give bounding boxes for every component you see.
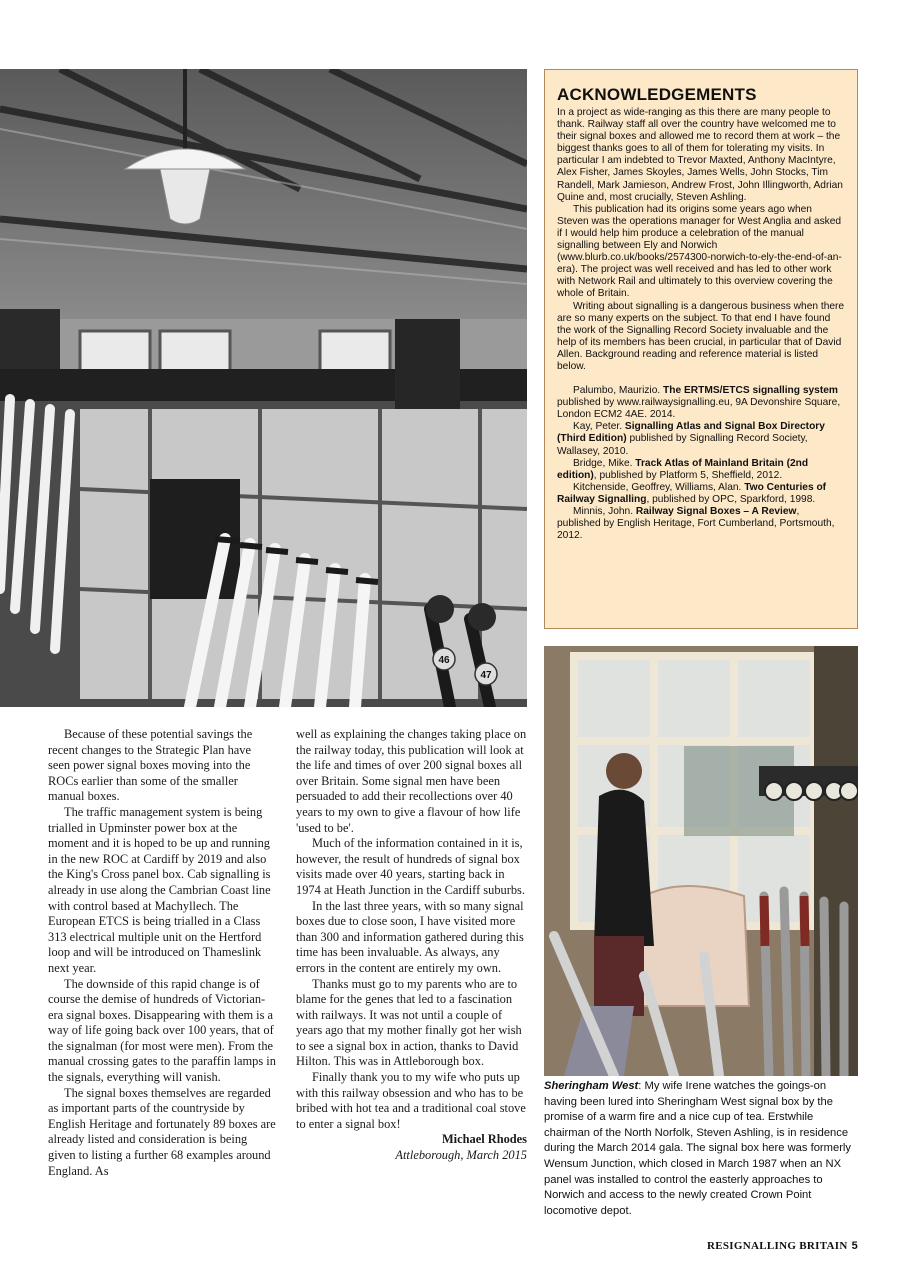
author-signature: Michael Rhodes xyxy=(441,1132,527,1147)
reference-details: , published by OPC, Sparkford, 1998. xyxy=(646,493,816,505)
lever-number-47: 47 xyxy=(480,670,492,681)
reference-author: Kitchenside, Geoffrey, Williams, Alan. xyxy=(573,481,745,493)
reference-author: Kay, Peter. xyxy=(573,421,625,433)
reference-item xyxy=(557,482,845,506)
body-paragraph: Because of these potential savings the recent changes to the Strategic Plan have seen power signal boxes moving into the ROCs earlier than some of the smaller manual boxes. xyxy=(48,727,253,804)
ack-paragraph-2: This publication had its origins some years ago when Steven was the operations manager for West Anglia and asked if I would help him produce a celebration of the manual signalling between Ely and Norwich (www.blurb.co.uk/books/2574300-norwich-to-ely-the-end-of-an-era). The project was well received and has led to other work with Network Rail and ultimately to this overview covering the whole of Britain. xyxy=(557,203,842,300)
body-column-1 xyxy=(48,727,276,1179)
signal-box-interior-illustration xyxy=(0,69,527,707)
reference-author: Minnis, John. xyxy=(573,506,636,517)
reference-author: Palumbo, Maurizio. xyxy=(573,385,664,397)
reference-author: Bridge, Mike. xyxy=(573,457,636,469)
reference-title: Signalling Atlas and Signal Box Directory (Third Edition) xyxy=(557,421,825,445)
sheringham-west-illustration xyxy=(544,646,858,1076)
page-number: 5 xyxy=(851,1240,858,1252)
acknowledgements-box xyxy=(544,69,858,629)
signal-box-interior-photo xyxy=(0,69,527,707)
body-paragraph: In the last three years, with so many signal boxes due to close soon, I have visited more than 300 and information gathered during this time has been invaluable. As always, any errors in the content are entirely my own. xyxy=(296,898,524,975)
body-paragraph: The traffic management system is being trialled in Upminster power box at the moment and it is hoped to be up and running in the new ROC at Cardiff by 2019 and also the King's Cross panel box. Cab signalling is already in use along the Cambrian Coast line with control based at Machyllech. The European ETCS is being trialled in a Class 313 electrical multiple unit on the Hertford loop and will be introduced on Thameslink next year. xyxy=(48,804,271,975)
ack-paragraph-1: In a project as wide-ranging as this there are many people to thank. Railway staff all over the country have welcomed me to their signal boxes and allowed me to record them at work – the biggest thanks goes to all of them for tolerating my visits. In particular I am indebted to Trevor Maxted, Anthony MacIntyre, Alex Fisher, James Skoyles, James Wells, John Stocks, Tim Randell, Mark Jamieson, Andrew Frost, John Illingworth, Adrian Quine and, most crucially, Steven Ashling. xyxy=(557,107,843,203)
reference-title: Two Centuries of Railway Signalling xyxy=(557,481,827,505)
publication-title: RESIGNALLING BRITAIN xyxy=(707,1240,848,1252)
reference-details: , published by Platform 5, Sheffield, 2012. xyxy=(593,469,783,481)
body-paragraph: The downside of this rapid change is of course the demise of hundreds of Victorian-era signal boxes. Disappearing with them is a way of life going back over 100 years, that of the signalman (for most were men). From the manual crossing gates to the paraffin lamps in the signals, everything will vanish. xyxy=(48,976,276,1085)
photo-caption xyxy=(544,1079,860,1219)
reference-title: Railway Signal Boxes – A Review xyxy=(635,506,797,517)
reference-title: The ERTMS/ETCS signalling system xyxy=(663,385,838,397)
caption-title: Sheringham West xyxy=(544,1080,639,1092)
reference-item xyxy=(557,385,845,421)
reference-title: Track Atlas of Mainland Britain (2nd edition) xyxy=(557,457,809,481)
ack-paragraph-3: Writing about signalling is a dangerous business when there are so many experts on the subject. To that end I have found the work of the Signalling Record Society invaluable and the help of its members has been crucial, in particular that of David Allen. Background reading and reference material is listed below. xyxy=(557,300,845,372)
reference-details: , published by English Heritage, Fort Cumberland, Portsmouth, 2012. xyxy=(557,506,835,542)
body-paragraph-continued: well as explaining the changes taking place on the railway today, this publication will look at the life and times of over 200 signal boxes all over Britain. Some signal men have been persuaded to add their recollections over 40 years to my own to give a flavour of how life 'used to be'. xyxy=(296,727,527,835)
place-date: Attleborough, March 2015 xyxy=(395,1148,527,1163)
reference-details: published by Signalling Record Society, Wallasey, 2010. xyxy=(557,433,808,457)
acknowledgements-title: ACKNOWLEDGEMENTS xyxy=(557,85,757,104)
reference-item xyxy=(557,458,845,482)
body-column-2 xyxy=(296,727,527,1164)
body-paragraph: Finally thank you to my wife who puts up with this railway obsession and who has to be bribed with hot tea and a traditional coal stove to enter a signal box! xyxy=(296,1070,526,1131)
lever-number-46: 46 xyxy=(438,655,450,666)
reference-item xyxy=(557,506,845,542)
body-paragraph: The signal boxes themselves are regarded as important parts of the countryside by English Heritage and fortunately 89 boxes are already listed and consideration is being given to listing a further 68 examples around England. As xyxy=(48,1085,276,1178)
reference-item xyxy=(557,421,845,457)
reference-details: published by www.railwaysignalling.eu, 9A Devonshire Square, London ECM2 4AE. 2014. xyxy=(557,397,841,421)
caption-text: : My wife Irene watches the goings-on having been lured into Sheringham West signal box by the promise of a warm fire and a nice cup of tea. Erstwhile chairman of the North Norfolk, Steven Ashling, is in residence during the March 2014 gala. The signal box here was formerly Wensum Junction, which closed in March 1987 when an NX panel was installed to control the easterly approaches to Norwich and access to the newly created Crown Point locomotive depot. xyxy=(544,1080,851,1217)
page-footer xyxy=(707,1240,858,1252)
reference-list xyxy=(557,385,845,542)
body-paragraph: Much of the information contained in it is, however, the result of hundreds of signal box visits made over 40 years, starting back in 1974 at Heath Junction in the Cardiff suburbs. xyxy=(296,836,525,897)
body-paragraph: Thanks must go to my parents who are to blame for the genes that led to a fascination with railways. It was not until a couple of years ago that my mother finally got her wish to see a signal box in action, thanks to David Hilton. This was in Attleborough box. xyxy=(296,976,522,1069)
sheringham-west-photo xyxy=(544,646,858,1076)
